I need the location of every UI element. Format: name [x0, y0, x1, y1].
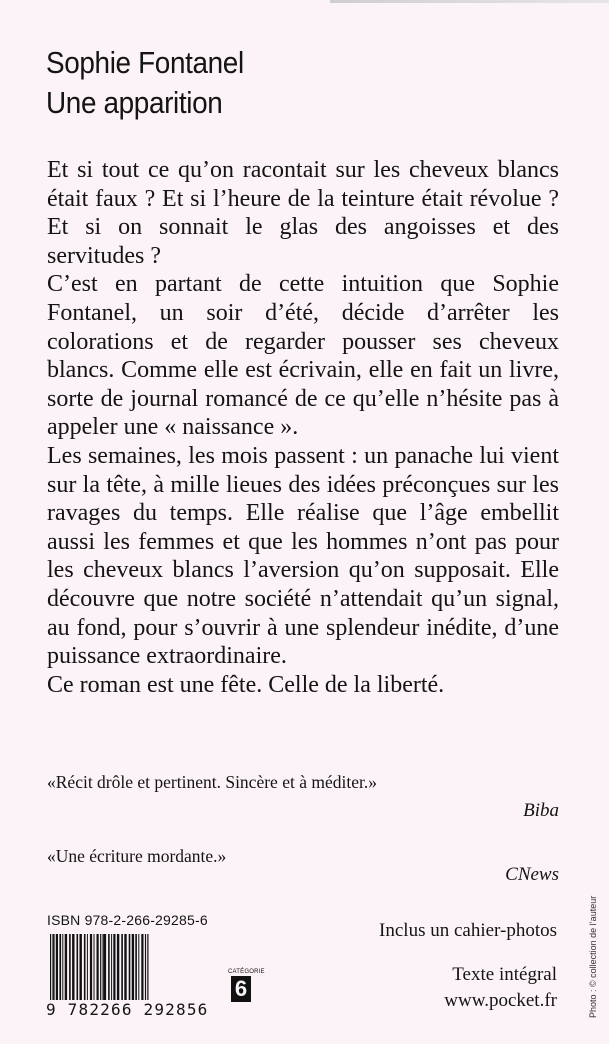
category-label: CATÉGORIE — [228, 969, 265, 975]
publisher-website: www.pocket.fr — [444, 990, 557, 1011]
barcode-bar — [59, 934, 61, 1000]
barcode-bar — [72, 934, 74, 1000]
category-box — [228, 968, 265, 1002]
barcode-bar — [124, 934, 126, 1000]
barcode-bar — [117, 934, 119, 1000]
barcode-bar — [84, 934, 86, 1000]
blurb-paragraph: Ce roman est une fête. Celle de la liberté. — [47, 671, 445, 698]
blurb-paragraph: Et si tout ce qu’on racontait sur les cheveux blancs était faux ? Et si l’heure de la teinture était révolue ? Et si on sonnait le glas des angoisses et des servitudes ? — [47, 157, 559, 269]
barcode-bar — [108, 934, 110, 1000]
barcode-bar — [87, 934, 88, 1000]
blurb-paragraph: Les semaines, les mois passent : un panache lui vient sur la tête, à mille lieues des idées préconçues sur les ravages du temps. Elle réalise que l’âge embellit aussi les femmes et que les hommes n’ont pas pour les cheveux blancs l’aversion qu’on supposait. Elle découvre que notre société n’attendait qu’un signal, au fond, pour s’ouvrir à une splendeur inédite, d’une puissance extraordinaire. — [47, 442, 559, 670]
barcode-bar — [56, 934, 58, 1000]
barcode-bar — [94, 934, 95, 1000]
barcode-bar — [62, 934, 63, 1000]
press-quote: «Récit drôle et pertinent. Sincère et à méditer.» — [47, 772, 377, 792]
press-source: CNews — [505, 864, 559, 885]
barcode-bar — [97, 934, 99, 1000]
barcode-bar — [121, 934, 123, 1000]
barcode-bar — [129, 934, 131, 1000]
press-source: Biba — [523, 800, 559, 821]
barcode-bar — [69, 934, 71, 1000]
photo-credit: Photo : © collection de l’auteur — [588, 895, 598, 1018]
barcode-bar — [135, 934, 137, 1000]
blurb-paragraph: C’est en partant de cette intuition que Sophie Fontanel, un soir d’été, décide d’arrêter les colorations et de regarder pousser ses cheveux blancs. Comme elle est écrivain, elle en fait un livre, sorte de journal romancé de ce qu’elle n’hésite pas à appeler une « naissance ». — [47, 271, 559, 441]
barcode-bar — [80, 934, 82, 1000]
barcode-bar — [90, 934, 92, 1000]
top-edge-strip — [330, 0, 609, 3]
barcode-bar — [104, 934, 106, 1000]
barcode-bar — [77, 934, 79, 1000]
author-name: Sophie Fontanel — [46, 45, 244, 80]
barcode-bar — [132, 934, 134, 1000]
barcode-digits: 9 782266 292856 — [44, 1000, 232, 1019]
isbn: ISBN 978-2-266-29285-6 — [47, 912, 208, 928]
photos-note: Inclus un cahier-photos — [379, 920, 557, 941]
integral-note: Texte intégral — [452, 964, 557, 985]
barcode-bar — [111, 934, 112, 1000]
category-number: 6 — [231, 976, 251, 1002]
book-title: Une apparition — [46, 85, 223, 120]
barcode-bar — [138, 934, 139, 1000]
barcode-bar — [54, 934, 55, 1000]
press-quote: «Une écriture mordante.» — [47, 846, 227, 866]
barcode-bar — [65, 934, 67, 1000]
barcode-bar — [141, 934, 143, 1000]
barcode-bar — [113, 934, 115, 1000]
blurb — [47, 156, 559, 699]
